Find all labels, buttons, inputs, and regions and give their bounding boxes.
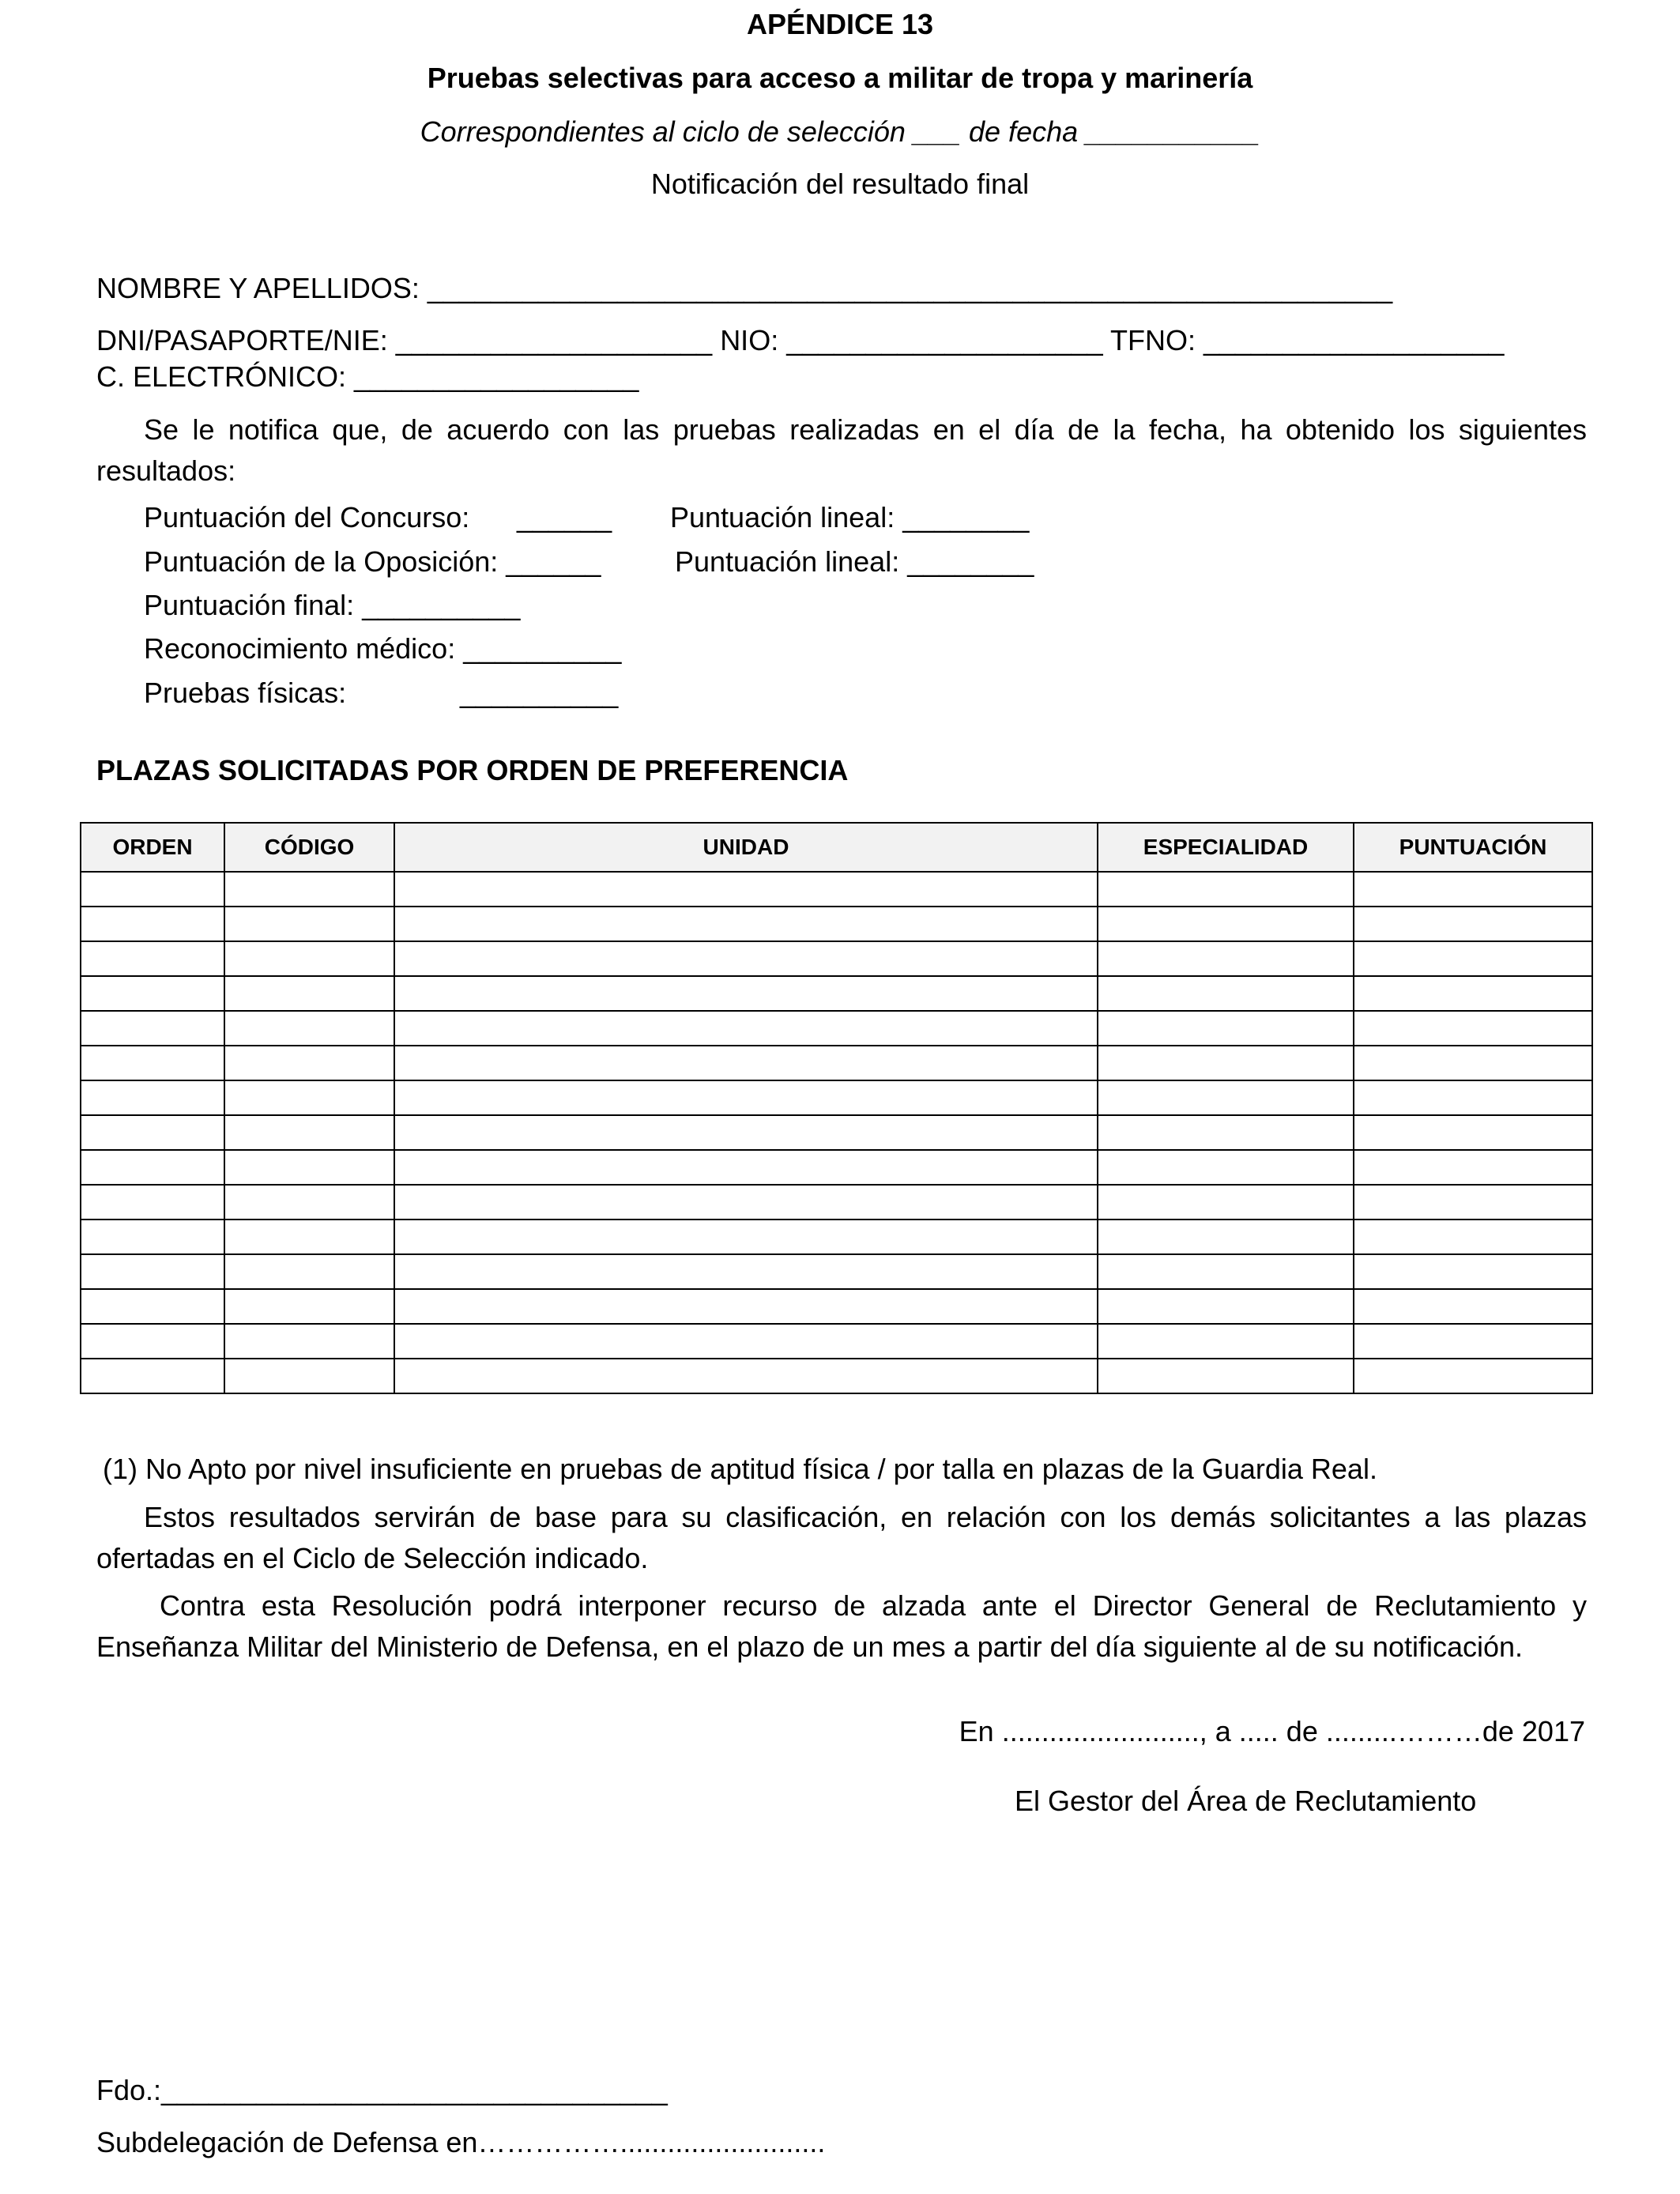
table-cell[interactable] — [394, 907, 1098, 941]
table-cell[interactable] — [1354, 1046, 1592, 1080]
table-row — [81, 941, 1592, 976]
physical-tests-label: Pruebas físicas: — [144, 677, 347, 709]
table-cell[interactable] — [224, 1150, 394, 1185]
classification-paragraph: Estos resultados servirán de base para su clasificación, en relación con los demás solicitantes a las plazas ofertadas en el Ciclo de Selección indicado. — [96, 1501, 1587, 1574]
score-final-field[interactable]: Puntuación final: __________ — [144, 589, 521, 621]
table-cell[interactable] — [394, 941, 1098, 976]
table-cell[interactable] — [81, 1150, 224, 1185]
table-cell[interactable] — [81, 1046, 224, 1080]
table-cell[interactable] — [1354, 941, 1592, 976]
table-cell[interactable] — [81, 1115, 224, 1150]
table-row — [81, 872, 1592, 907]
table-cell[interactable] — [81, 1359, 224, 1393]
document-subtitle: Pruebas selectivas para acceso a militar de tropa y marinería — [427, 62, 1253, 94]
table-cell[interactable] — [1098, 1359, 1354, 1393]
table-cell[interactable] — [224, 1011, 394, 1046]
signer-title: El Gestor del Área de Reclutamiento — [1015, 1785, 1477, 1817]
table-cell[interactable] — [1098, 907, 1354, 941]
table-cell[interactable] — [224, 1324, 394, 1359]
table-cell[interactable] — [81, 976, 224, 1011]
score-lineal-field-1[interactable]: Puntuación lineal: ________ — [670, 501, 1030, 533]
table-cell[interactable] — [81, 1011, 224, 1046]
table-cell[interactable] — [394, 1011, 1098, 1046]
preferences-table — [80, 822, 1593, 1394]
table-cell[interactable] — [1354, 1115, 1592, 1150]
table-cell[interactable] — [224, 1220, 394, 1254]
table-cell[interactable] — [1098, 1324, 1354, 1359]
table-cell[interactable] — [1098, 1254, 1354, 1289]
appeal-paragraph: Contra esta Resolución podrá interponer recurso de alzada ante el Director General de Reclutamiento y Enseñanza Militar del Ministerio de Defensa, en el plazo de un mes a partir del día siguiente al de su notificación. — [96, 1589, 1587, 1663]
table-cell[interactable] — [224, 1080, 394, 1115]
table-row — [81, 1080, 1592, 1115]
table-header-row — [81, 823, 1592, 872]
table-cell[interactable] — [1354, 1254, 1592, 1289]
table-cell[interactable] — [394, 1080, 1098, 1115]
column-header-puntuacion: PUNTUACIÓN — [1354, 823, 1592, 872]
table-cell[interactable] — [1354, 1150, 1592, 1185]
physical-tests-field[interactable]: __________ — [460, 677, 619, 709]
table-cell[interactable] — [224, 1185, 394, 1220]
table-cell[interactable] — [224, 907, 394, 941]
table-cell[interactable] — [1354, 1220, 1592, 1254]
score-concurso-field[interactable]: ______ — [517, 501, 612, 533]
table-cell[interactable] — [1354, 872, 1592, 907]
table-cell[interactable] — [394, 1046, 1098, 1080]
table-cell[interactable] — [1098, 1011, 1354, 1046]
table-cell[interactable] — [394, 1150, 1098, 1185]
signature-field[interactable]: Fdo.:________________________________ — [96, 2074, 668, 2106]
score-oposicion-field[interactable]: Puntuación de la Oposición: ______ — [144, 545, 601, 578]
table-row — [81, 1220, 1592, 1254]
table-row — [81, 1011, 1592, 1046]
email-field[interactable]: C. ELECTRÓNICO: __________________ — [96, 360, 639, 393]
table-cell[interactable] — [1354, 1289, 1592, 1324]
table-cell[interactable] — [224, 1115, 394, 1150]
subdelegation-field[interactable]: Subdelegación de Defensa en…………….......................... — [96, 2126, 826, 2158]
table-cell[interactable] — [394, 1289, 1098, 1324]
section-title: PLAZAS SOLICITADAS POR ORDEN DE PREFERENCIA — [96, 754, 849, 786]
table-cell[interactable] — [81, 1220, 224, 1254]
table-cell[interactable] — [81, 1289, 224, 1324]
medical-field[interactable]: Reconocimiento médico: __________ — [144, 632, 622, 665]
table-cell[interactable] — [1098, 1046, 1354, 1080]
table-cell[interactable] — [1098, 1220, 1354, 1254]
table-cell[interactable] — [394, 1254, 1098, 1289]
table-cell[interactable] — [394, 1359, 1098, 1393]
cycle-line: Correspondientes al ciclo de selección ___ de fecha ___________ — [420, 115, 1260, 148]
table-row — [81, 1115, 1592, 1150]
table-cell[interactable] — [1354, 1080, 1592, 1115]
table-cell[interactable] — [224, 1289, 394, 1324]
table-cell[interactable] — [1098, 1289, 1354, 1324]
notice-title: Notificación del resultado final — [650, 168, 1030, 200]
table-row — [81, 1185, 1592, 1220]
intro-paragraph: Se le notifica que, de acuerdo con las pruebas realizadas en el día de la fecha, ha obtenido los siguientes resultados: — [96, 413, 1587, 487]
table-cell[interactable] — [1354, 1324, 1592, 1359]
table-row — [81, 907, 1592, 941]
table-cell[interactable] — [1098, 872, 1354, 907]
column-header-especialidad: ESPECIALIDAD — [1098, 823, 1354, 872]
table-cell[interactable] — [81, 872, 224, 907]
score-lineal-field-2[interactable]: Puntuación lineal: ________ — [675, 545, 1034, 578]
table-row — [81, 1324, 1592, 1359]
table-cell[interactable] — [1098, 941, 1354, 976]
table-cell[interactable] — [81, 941, 224, 976]
table-cell[interactable] — [394, 976, 1098, 1011]
footnote: (1) No Apto por nivel insuficiente en pruebas de aptitud física / por talla en plazas de la Guardia Real. — [103, 1453, 1377, 1485]
table-cell[interactable] — [394, 1185, 1098, 1220]
column-header-orden: ORDEN — [81, 823, 224, 872]
table-cell[interactable] — [1098, 1150, 1354, 1185]
date-line[interactable]: En ........................., a ..... de .........………de 2017 — [959, 1715, 1585, 1747]
score-concurso-label: Puntuación del Concurso: — [144, 501, 470, 533]
table-cell[interactable] — [1098, 1115, 1354, 1150]
table-cell[interactable] — [394, 1220, 1098, 1254]
table-cell[interactable] — [81, 1324, 224, 1359]
table-cell[interactable] — [81, 907, 224, 941]
table-cell[interactable] — [1354, 1185, 1592, 1220]
table-cell[interactable] — [224, 1046, 394, 1080]
table-cell[interactable] — [394, 1324, 1098, 1359]
table-cell[interactable] — [81, 1080, 224, 1115]
appendix-title: APÉNDICE 13 — [746, 8, 934, 40]
table-cell[interactable] — [1354, 976, 1592, 1011]
table-row — [81, 976, 1592, 1011]
table-cell[interactable] — [1098, 1080, 1354, 1115]
id-phone-fields[interactable]: DNI/PASAPORTE/NIE: ____________________ NIO: ____________________ TFNO: ___________________ — [96, 324, 1505, 356]
table-cell[interactable] — [1354, 907, 1592, 941]
table-cell[interactable] — [224, 941, 394, 976]
table-cell[interactable] — [224, 872, 394, 907]
table-cell[interactable] — [394, 1115, 1098, 1150]
table-cell[interactable] — [224, 1359, 394, 1393]
table-body — [81, 872, 1592, 1393]
table-cell[interactable] — [224, 976, 394, 1011]
table-row — [81, 1150, 1592, 1185]
table-cell[interactable] — [224, 1254, 394, 1289]
table-row — [81, 1254, 1592, 1289]
table-cell[interactable] — [81, 1185, 224, 1220]
table-cell[interactable] — [81, 1254, 224, 1289]
column-header-codigo: CÓDIGO — [224, 823, 394, 872]
table-row — [81, 1359, 1592, 1393]
column-header-unidad: UNIDAD — [394, 823, 1098, 872]
table-cell[interactable] — [394, 872, 1098, 907]
table-cell[interactable] — [1354, 1359, 1592, 1393]
table-row — [81, 1046, 1592, 1080]
table-cell[interactable] — [1098, 976, 1354, 1011]
table-cell[interactable] — [1098, 1185, 1354, 1220]
table-row — [81, 1289, 1592, 1324]
name-field[interactable]: NOMBRE Y APELLIDOS: _____________________________________________________________ — [96, 272, 1393, 304]
table-cell[interactable] — [1354, 1011, 1592, 1046]
